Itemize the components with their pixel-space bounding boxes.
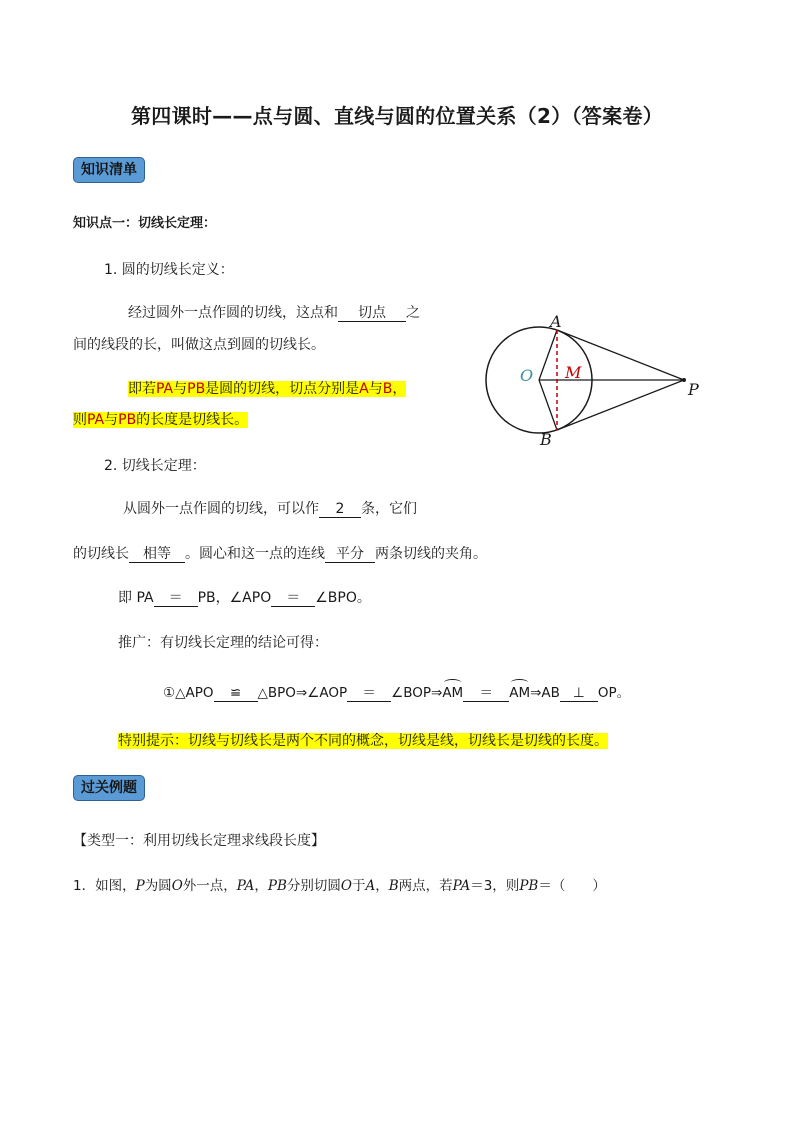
blank-count: 2 [319,501,361,518]
item1-line2: 间的线段的长，叫做这点到圆的切线长。 [73,337,325,353]
highlight-line1: 即若PA与PB是圆的切线，切点分别是A与B， [128,381,407,397]
label-b: B [540,430,552,449]
label-p: P [688,380,699,399]
blank-equal: 相等 [129,546,185,563]
label-a: A [550,312,562,331]
page-title [0,100,794,129]
question-1: 1．如图，P为圆O外一点，PA，PB分别切圆O于A，B两点，若PA＝3，则PB＝（ ） [73,878,606,894]
blank-tangent-point: 切点 [338,305,406,322]
type1-heading: 【类型一：利用切线长定理求线段长度】 [73,833,325,849]
item2-line2: 的切线长 相等 。圆心和这一点的连线 平分 两条切线的夹角。 [73,546,487,562]
arc-am-1: AM [442,685,464,701]
item2-line3: 即 PA ＝ PB，∠APO ＝ ∠BPO。 [118,590,371,606]
page-title-main: 第四课时——点与圆、直线与圆的位置关系（2） [130,104,572,128]
extension-formula: ①△APO ≌ △BPO⇒∠AOP ＝ ∠BOP⇒AM ＝ AM⇒AB ⊥ OP。 [163,685,631,701]
item1-label: 1. 圆的切线长定义： [104,262,234,278]
tangent-diagram [478,305,708,455]
item2-label: 2. 切线长定理： [104,458,206,474]
radius-oa [539,330,557,380]
tangent-pb [557,380,684,430]
item2-line1: 从圆外一点作圆的切线，可以作 2 条，它们 [123,501,417,517]
point-p [682,378,686,382]
highlight-line2: 则PA与PB的长度是切线长。 [73,412,249,428]
radius-ob [539,380,557,430]
page-title-suffix: （答案卷） [571,104,663,128]
label-o: O [520,366,534,385]
blank-bisect: 平分 [325,546,375,563]
arc-am-2: AM [509,685,531,701]
special-tip: 特别提示：切线与切线长是两个不同的概念，切线是线，切线长是切线的长度。 [118,733,608,749]
item1-line1: 经过圆外一点作圆的切线，这点和 切点 之 [128,305,420,321]
knowledge-point-heading: 知识点一：切线长定理： [73,216,217,231]
section-badge-examples: 过关例题 [73,775,145,801]
extension-label: 推广：有切线长定理的结论可得： [118,635,328,651]
label-m: M [565,363,582,382]
section-badge-knowledge: 知识清单 [73,157,145,183]
